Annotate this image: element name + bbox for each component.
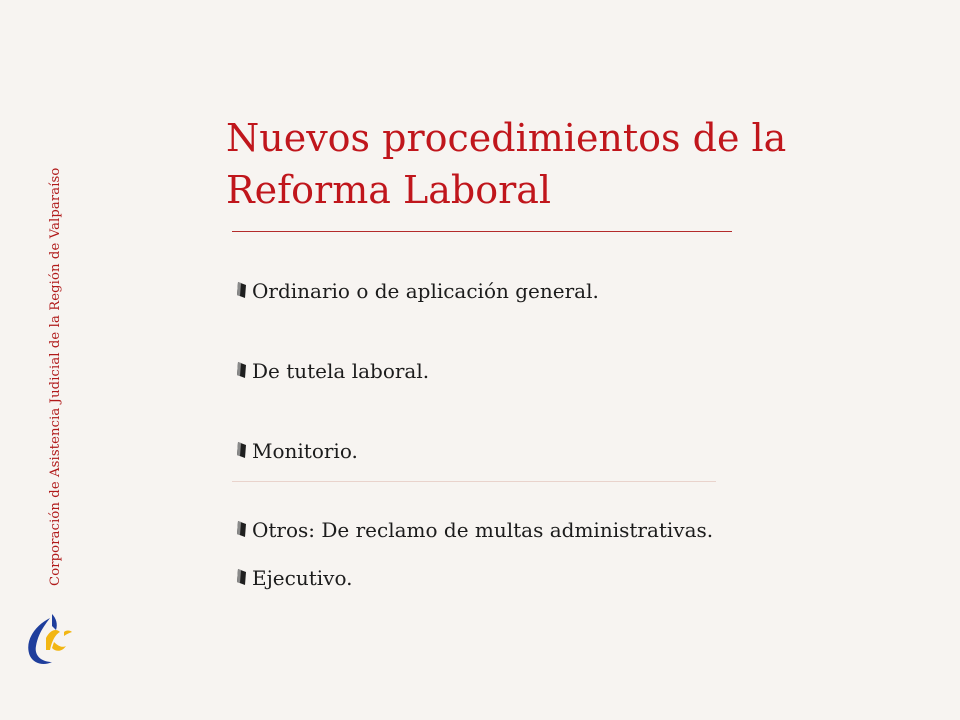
list-item-text: Otros: De reclamo de multas administrativas. [252,518,714,542]
list-item [234,439,358,463]
list-item [234,518,713,542]
title-divider [232,231,732,232]
list-item-text: Ordinario o de aplicación general. [252,279,599,303]
ribbon-bullet-icon [234,519,250,541]
list-item [234,279,599,303]
slide-title-line1: Nuevos procedimientos de la [226,116,787,160]
ribbon-bullet-icon [234,280,250,302]
list-item [234,359,429,383]
ribbon-bullet-icon [234,360,250,382]
list-item [234,566,353,590]
sidebar-organization-label: Corporación de Asistencia Judicial de la Región de Valparaíso [48,167,63,586]
ribbon-bullet-icon [234,567,250,589]
section-divider [232,481,716,482]
list-item-text: Ejecutivo. [252,566,353,590]
list-item-text: Monitorio. [252,439,358,463]
ribbon-bullet-icon [234,440,250,462]
slide-title-line2: Reforma Laboral [226,168,552,212]
list-item-text: De tutela laboral. [252,359,430,383]
slide-title [226,112,786,216]
caj-logo-icon [16,612,76,668]
